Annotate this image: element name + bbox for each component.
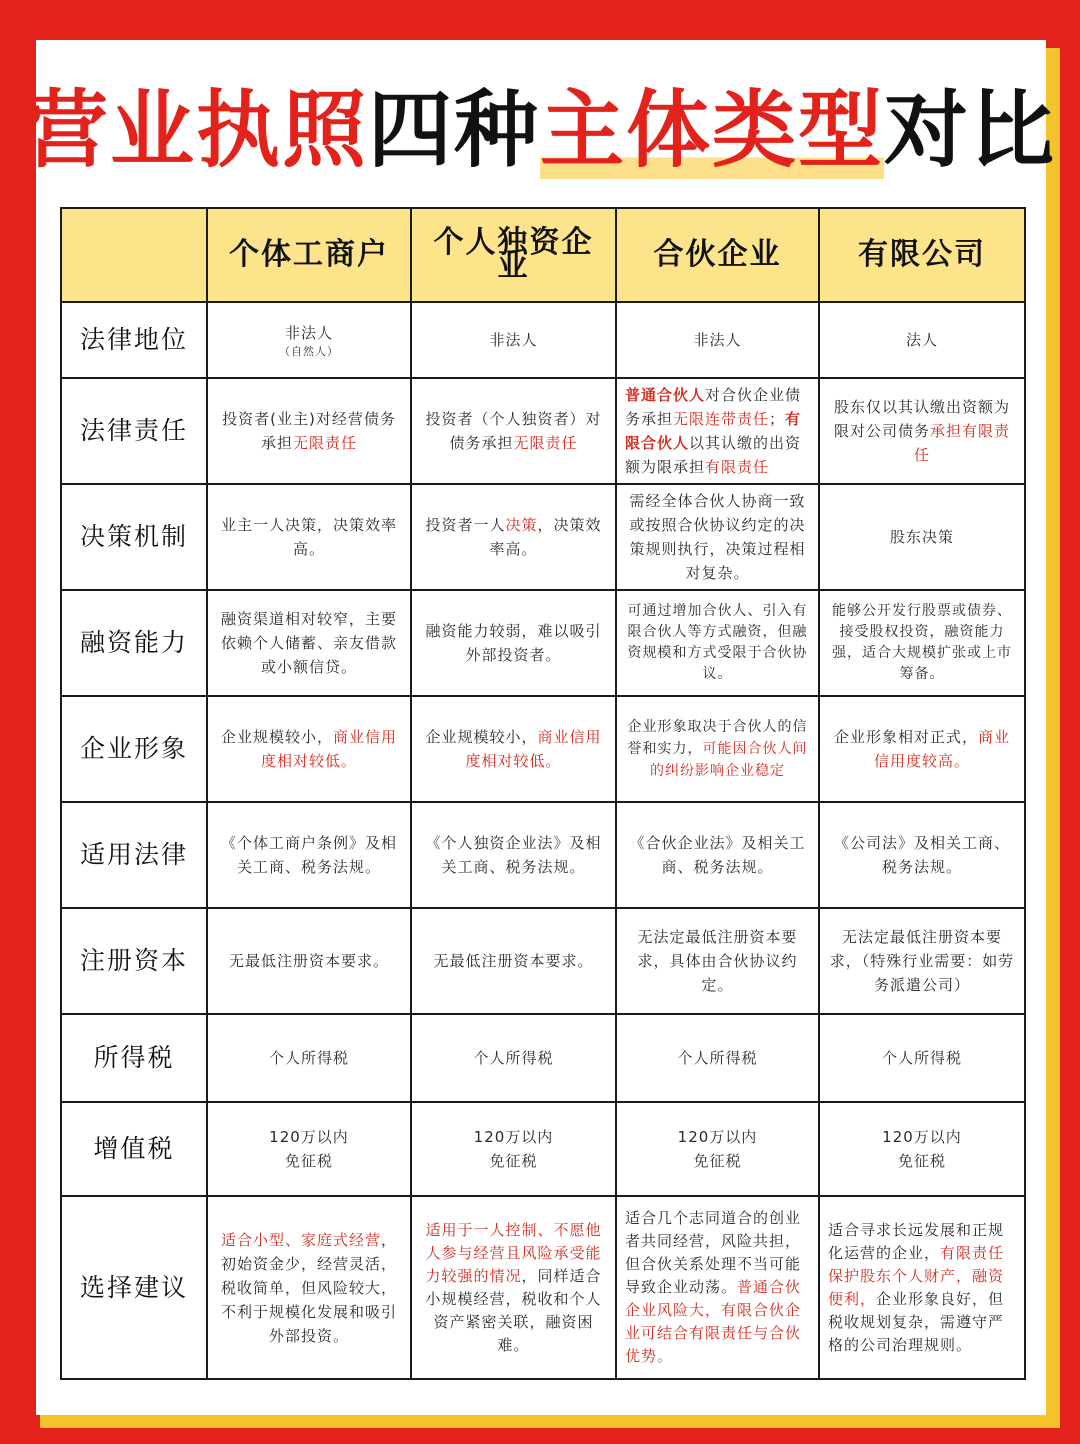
table-cell: 《个体工商户条例》及相关工商、税务法规。	[207, 802, 411, 908]
cell-text: 投资者(业主)对经营债务承担	[222, 410, 396, 452]
table-cell	[616, 378, 819, 484]
table-cell	[411, 484, 616, 590]
row-label: 企业形象	[61, 696, 207, 802]
table-row	[61, 696, 1025, 802]
table-row	[61, 1014, 1025, 1102]
cell-text: 对合伙企业债务承担	[625, 386, 802, 428]
table-cell: 法人	[819, 302, 1025, 378]
cell-highlight: 适用于一人控制、不愿他人参与经营且风险承受能力较强的情况	[425, 1220, 602, 1285]
table-cell: 《合伙企业法》及相关工商、税务法规。	[616, 802, 819, 908]
cell-text: 120万以内	[473, 1128, 554, 1146]
cell-text: 120万以内	[882, 1128, 962, 1146]
cell-text: ，同样适合小规模经营，税收和个人资产紧密关联，融资困难。	[425, 1266, 602, 1354]
row-label: 法律责任	[61, 378, 207, 484]
table-cell: 《个人独资企业法》及相关工商、税务法规。	[411, 802, 616, 908]
cell-highlight: 普通合伙人	[625, 386, 706, 404]
table-cell: 需经全体合伙人协商一致或按照合伙协议约定的决策规则执行，决策过程相对复杂。	[616, 484, 819, 590]
table-cell	[411, 378, 616, 484]
table-row	[61, 590, 1025, 696]
table-cell: 业主一人决策，决策效率高。	[207, 484, 411, 590]
table-row	[61, 1102, 1025, 1196]
row-label: 注册资本	[61, 908, 207, 1014]
cell-text: ，决策效率高。	[489, 516, 602, 558]
cell-highlight: 适合小型、家庭式经营	[220, 1230, 381, 1249]
cell-text: 股东仅以其认缴出资额为限对公司债务	[833, 398, 1010, 440]
cell-text: 企业形象相对正式，	[833, 728, 978, 746]
cell-text: 以其认缴的出资额为限承担	[625, 434, 802, 476]
table-cell	[207, 696, 411, 802]
table-cell	[819, 1196, 1025, 1379]
row-label: 选择建议	[61, 1196, 207, 1379]
row-label: 决策机制	[61, 484, 207, 590]
cell-text: 非法人	[284, 324, 333, 342]
table-cell	[207, 302, 411, 378]
cell-highlight: 无限责任	[513, 434, 578, 452]
table-cell	[411, 1196, 616, 1379]
cell-highlight: 商业信用度相对较低。	[260, 728, 398, 770]
cell-text: 企业形象良好，但税收规划复杂，需遵守严格的公司治理规则。	[828, 1289, 1005, 1354]
title-part-4: 对比	[884, 81, 1057, 179]
table-cell	[616, 1102, 819, 1196]
cell-highlight: 无限责任	[293, 434, 358, 452]
table-cell	[411, 1102, 616, 1196]
table-cell	[207, 378, 411, 484]
table-cell: 个人所得税	[819, 1014, 1025, 1102]
cell-text: 适合几个志同道合的创业者共同经营，风险共担，但合伙关系处理不当可能导致企业动荡。	[625, 1209, 802, 1296]
cell-highlight: 决策	[505, 516, 538, 534]
cell-text: 适合寻求长远发展和正规化运营的企业，	[828, 1220, 1005, 1262]
table-cell: 非法人	[411, 302, 616, 378]
comparison-table	[60, 207, 1026, 1380]
table-row	[61, 484, 1025, 590]
cell-text: 免征税	[693, 1152, 742, 1170]
table-cell: 融资能力较弱，难以吸引外部投资者。	[411, 590, 616, 696]
cell-highlight: 有限合伙人	[625, 410, 802, 452]
cell-text: 120万以内	[677, 1128, 758, 1146]
table-cell: 可通过增加合伙人、引入有限合伙人等方式融资，但融资规模和方式受限于合伙协议。	[616, 590, 819, 696]
table-cell	[207, 1196, 411, 1379]
header-individual-business: 个体工商户	[207, 208, 411, 302]
cell-highlight: 有限责任	[705, 458, 770, 476]
table-row	[61, 302, 1025, 378]
cell-text: 免征税	[284, 1152, 333, 1170]
header-corner	[61, 208, 207, 302]
table-cell: 能够公开发行股票或债券、接受股权投资，融资能力强，适合大规模扩张或上市筹备。	[819, 590, 1025, 696]
cell-text: 投资者（个人独资者）对债务承担	[425, 410, 602, 452]
title-part-2: 四种	[367, 81, 540, 179]
cell-text: ，初始资金少，经营灵活，税收简单，但风险较大，不利于规模化发展和吸引外部投资。	[220, 1230, 398, 1345]
table-cell	[616, 1196, 819, 1379]
table-cell: 非法人	[616, 302, 819, 378]
header-partnership: 合伙企业	[616, 208, 819, 302]
header-sole-proprietorship: 个人独资企业	[411, 208, 616, 302]
table-cell: 个人所得税	[616, 1014, 819, 1102]
row-label: 融资能力	[61, 590, 207, 696]
table-cell	[819, 378, 1025, 484]
cell-text: 企业规模较小，	[220, 728, 333, 746]
row-label: 适用法律	[61, 802, 207, 908]
cell-text: ；	[769, 410, 786, 428]
row-label: 法律地位	[61, 302, 207, 378]
table-cell: 无法定最低注册资本要求，（特殊行业需要：如劳务派遣公司）	[819, 908, 1025, 1014]
cell-highlight: 商业信用度较高。	[873, 728, 1011, 770]
table-cell: 无最低注册资本要求。	[411, 908, 616, 1014]
table-cell	[819, 1102, 1025, 1196]
header-limited-company: 有限公司	[819, 208, 1025, 302]
cell-text: 免征税	[489, 1152, 538, 1170]
cell-highlight: 有限责任保护股东个人财产，融资便利，	[828, 1243, 1005, 1308]
cell-text: 免征税	[897, 1152, 946, 1170]
cell-subtext: （自然人）	[279, 345, 339, 358]
title-part-3: 主体类型	[540, 81, 885, 179]
cell-highlight: 无限连带责任	[673, 410, 770, 428]
cell-highlight: 商业信用度相对较低。	[465, 728, 602, 770]
table-row	[61, 802, 1025, 908]
table-cell: 融资渠道相对较窄，主要依赖个人储蓄、亲友借款或小额信贷。	[207, 590, 411, 696]
cell-text: 120万以内	[269, 1128, 349, 1146]
cell-text: 投资者一人	[425, 516, 506, 534]
cell-highlight: 普通合伙企业风险大，有限合伙企业可结合有限责任与合伙优势。	[625, 1278, 802, 1365]
cell-highlight: 可能因合伙人间的纠纷影响企业稳定	[650, 741, 808, 779]
header-row	[61, 208, 1025, 302]
table-cell	[819, 696, 1025, 802]
title-part-1: 营业执照	[23, 81, 368, 179]
row-label: 增值税	[61, 1102, 207, 1196]
table-cell: 个人所得税	[411, 1014, 616, 1102]
table-cell: 股东决策	[819, 484, 1025, 590]
table-row	[61, 1196, 1025, 1379]
page-title	[0, 80, 1080, 180]
table-cell	[411, 696, 616, 802]
row-label: 所得税	[61, 1014, 207, 1102]
table-cell: 《公司法》及相关工商、税务法规。	[819, 802, 1025, 908]
table-cell: 无最低注册资本要求。	[207, 908, 411, 1014]
table-cell	[616, 696, 819, 802]
table-cell	[207, 1102, 411, 1196]
table-cell: 无法定最低注册资本要求，具体由合伙协议约定。	[616, 908, 819, 1014]
cell-text: 企业规模较小，	[425, 728, 538, 746]
table-cell: 个人所得税	[207, 1014, 411, 1102]
table-row	[61, 378, 1025, 484]
table-row	[61, 908, 1025, 1014]
cell-highlight: 承担有限责任	[913, 422, 1011, 464]
cell-text: 企业形象取决于合伙人的信誉和实力，	[627, 719, 808, 757]
